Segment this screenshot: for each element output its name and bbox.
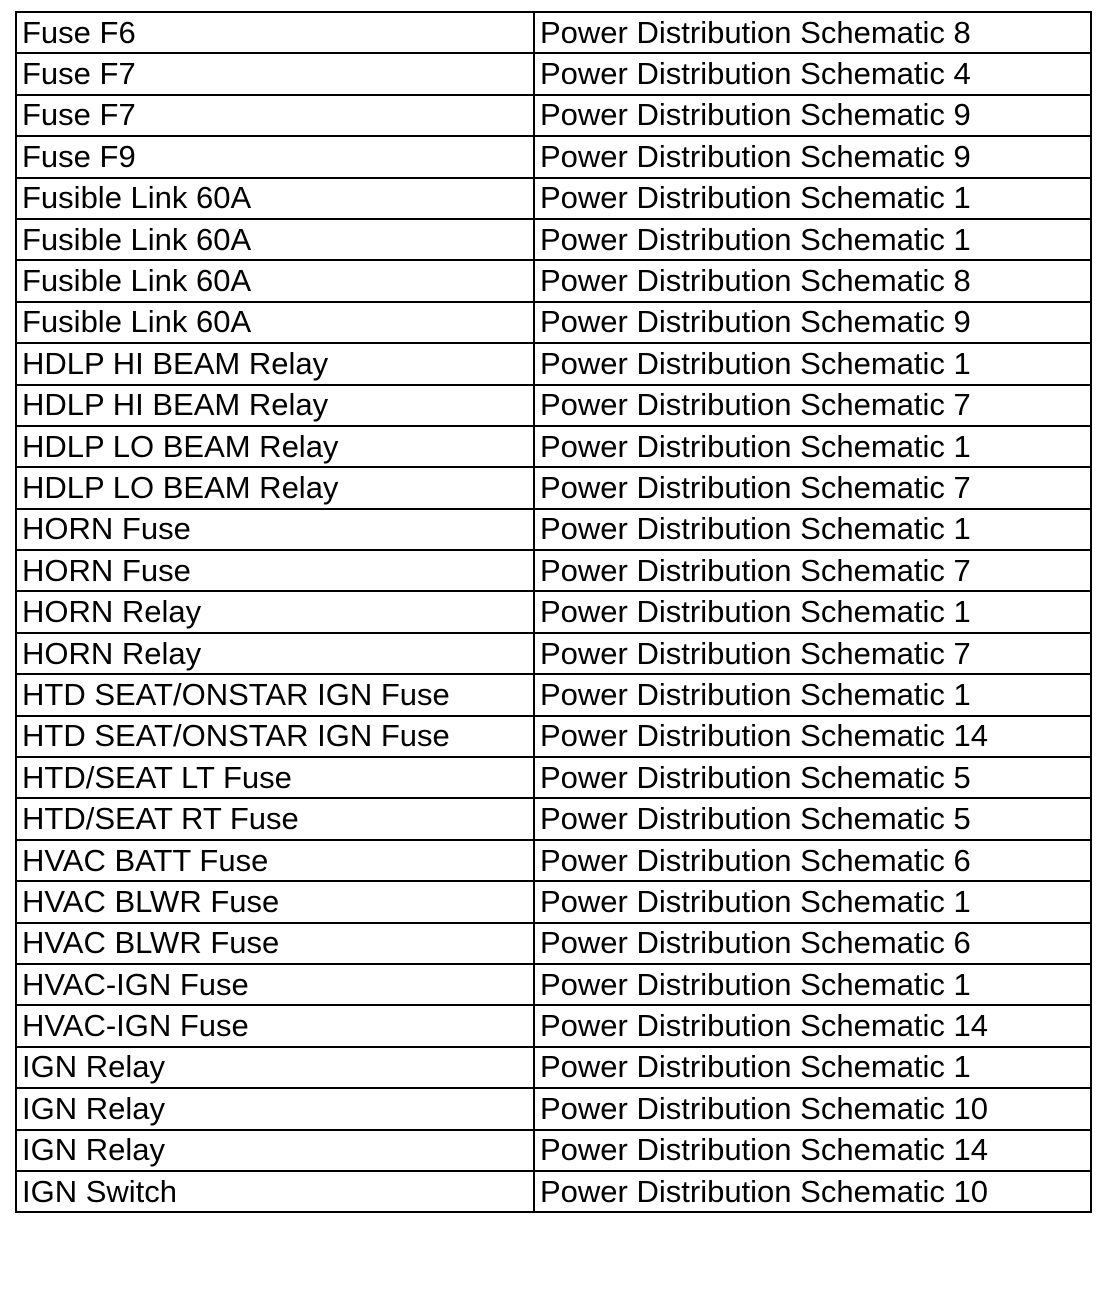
table-row: [16, 840, 1091, 881]
table-row: [16, 1171, 1091, 1212]
component-index-body: [16, 12, 1091, 1212]
table-row: [16, 136, 1091, 177]
schematic-reference-cell: Power Distribution Schematic 5: [534, 798, 1091, 839]
schematic-reference-cell: Power Distribution Schematic 1: [534, 426, 1091, 467]
component-name-cell: HORN Relay: [16, 633, 534, 674]
table-row: [16, 343, 1091, 384]
table-row: [16, 798, 1091, 839]
schematic-reference-cell: Power Distribution Schematic 14: [534, 1130, 1091, 1171]
table-row: [16, 591, 1091, 632]
schematic-reference-cell: Power Distribution Schematic 1: [534, 591, 1091, 632]
table-row: [16, 219, 1091, 260]
table-row: [16, 757, 1091, 798]
table-row: [16, 509, 1091, 550]
table-row: [16, 53, 1091, 94]
schematic-reference-cell: Power Distribution Schematic 7: [534, 633, 1091, 674]
component-name-cell: HVAC BLWR Fuse: [16, 923, 534, 964]
schematic-reference-cell: Power Distribution Schematic 9: [534, 136, 1091, 177]
component-name-cell: HVAC BATT Fuse: [16, 840, 534, 881]
schematic-reference-cell: Power Distribution Schematic 8: [534, 12, 1091, 53]
schematic-reference-cell: Power Distribution Schematic 7: [534, 550, 1091, 591]
component-name-cell: HORN Relay: [16, 591, 534, 632]
component-name-cell: HTD SEAT/ONSTAR IGN Fuse: [16, 674, 534, 715]
schematic-reference-cell: Power Distribution Schematic 1: [534, 1047, 1091, 1088]
table-row: [16, 467, 1091, 508]
schematic-reference-cell: Power Distribution Schematic 1: [534, 881, 1091, 922]
schematic-reference-cell: Power Distribution Schematic 1: [534, 178, 1091, 219]
component-name-cell: Fuse F7: [16, 53, 534, 94]
component-name-cell: Fusible Link 60A: [16, 302, 534, 343]
component-name-cell: Fusible Link 60A: [16, 219, 534, 260]
schematic-reference-cell: Power Distribution Schematic 9: [534, 302, 1091, 343]
schematic-reference-cell: Power Distribution Schematic 6: [534, 840, 1091, 881]
component-name-cell: HTD/SEAT RT Fuse: [16, 798, 534, 839]
component-name-cell: Fusible Link 60A: [16, 260, 534, 301]
component-name-cell: IGN Relay: [16, 1088, 534, 1129]
component-name-cell: HTD/SEAT LT Fuse: [16, 757, 534, 798]
component-name-cell: HVAC-IGN Fuse: [16, 1005, 534, 1046]
table-row: [16, 633, 1091, 674]
component-name-cell: HORN Fuse: [16, 509, 534, 550]
schematic-reference-cell: Power Distribution Schematic 14: [534, 1005, 1091, 1046]
component-name-cell: HVAC-IGN Fuse: [16, 964, 534, 1005]
component-name-cell: IGN Switch: [16, 1171, 534, 1212]
schematic-reference-cell: Power Distribution Schematic 9: [534, 95, 1091, 136]
table-row: [16, 881, 1091, 922]
table-row: [16, 964, 1091, 1005]
component-name-cell: HORN Fuse: [16, 550, 534, 591]
component-name-cell: HVAC BLWR Fuse: [16, 881, 534, 922]
table-row: [16, 1005, 1091, 1046]
table-row: [16, 95, 1091, 136]
schematic-reference-cell: Power Distribution Schematic 10: [534, 1171, 1091, 1212]
table-row: [16, 12, 1091, 53]
schematic-reference-cell: Power Distribution Schematic 1: [534, 674, 1091, 715]
table-row: [16, 716, 1091, 757]
table-row: [16, 1047, 1091, 1088]
table-row: [16, 385, 1091, 426]
table-row: [16, 178, 1091, 219]
component-name-cell: Fuse F9: [16, 136, 534, 177]
component-index-table: [15, 11, 1092, 1213]
schematic-reference-cell: Power Distribution Schematic 1: [534, 509, 1091, 550]
table-row: [16, 302, 1091, 343]
component-name-cell: HDLP HI BEAM Relay: [16, 385, 534, 426]
schematic-reference-cell: Power Distribution Schematic 1: [534, 964, 1091, 1005]
component-name-cell: Fuse F7: [16, 95, 534, 136]
component-name-cell: IGN Relay: [16, 1047, 534, 1088]
schematic-reference-cell: Power Distribution Schematic 5: [534, 757, 1091, 798]
component-name-cell: IGN Relay: [16, 1130, 534, 1171]
component-name-cell: Fuse F6: [16, 12, 534, 53]
schematic-reference-cell: Power Distribution Schematic 6: [534, 923, 1091, 964]
table-row: [16, 426, 1091, 467]
table-row: [16, 923, 1091, 964]
schematic-reference-cell: Power Distribution Schematic 8: [534, 260, 1091, 301]
component-name-cell: HDLP HI BEAM Relay: [16, 343, 534, 384]
schematic-reference-cell: Power Distribution Schematic 7: [534, 467, 1091, 508]
schematic-reference-cell: Power Distribution Schematic 4: [534, 53, 1091, 94]
table-row: [16, 674, 1091, 715]
table-row: [16, 1088, 1091, 1129]
schematic-reference-cell: Power Distribution Schematic 14: [534, 716, 1091, 757]
component-name-cell: HDLP LO BEAM Relay: [16, 426, 534, 467]
table-row: [16, 1130, 1091, 1171]
schematic-reference-cell: Power Distribution Schematic 7: [534, 385, 1091, 426]
table-row: [16, 550, 1091, 591]
schematic-reference-cell: Power Distribution Schematic 1: [534, 343, 1091, 384]
component-name-cell: HTD SEAT/ONSTAR IGN Fuse: [16, 716, 534, 757]
schematic-reference-cell: Power Distribution Schematic 10: [534, 1088, 1091, 1129]
schematic-reference-cell: Power Distribution Schematic 1: [534, 219, 1091, 260]
table-row: [16, 260, 1091, 301]
component-name-cell: HDLP LO BEAM Relay: [16, 467, 534, 508]
component-name-cell: Fusible Link 60A: [16, 178, 534, 219]
